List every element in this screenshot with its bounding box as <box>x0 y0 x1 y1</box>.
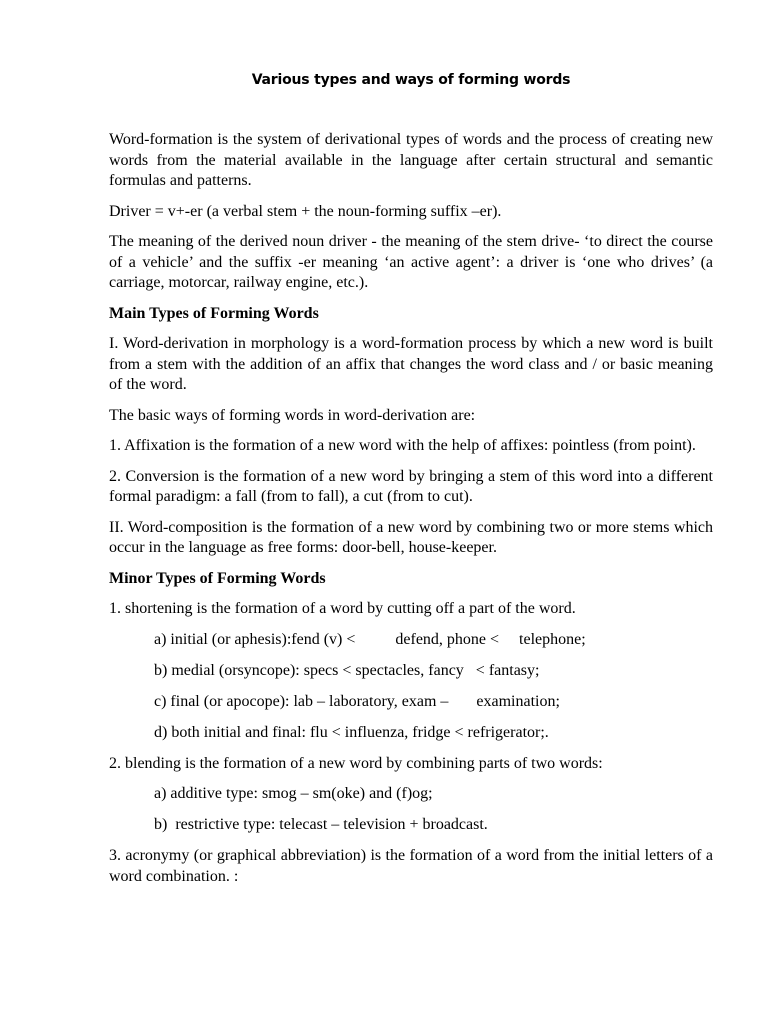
driver-formula-paragraph: Driver = v+-er (a verbal stem + the noun-forming suffix –er). <box>109 202 502 220</box>
document-body <box>109 130 713 897</box>
shortening-item-medial: b) medial (orsyncope): specs < spectacles, fancy < fantasy; <box>154 661 540 679</box>
blending-item-restrictive: b) restrictive type: telecast – television + broadcast. <box>154 816 488 833</box>
shortening-item-final: c) final (or apocope): lab – laboratory, exam – examination; <box>154 692 560 710</box>
derivation-paragraph: I. Word-derivation in morphology is a word-formation process by which a new word is built from a stem with the addition of an affix that changes the word class and / or basic meaning of the word. <box>109 335 713 393</box>
driver-meaning-paragraph: The meaning of the derived noun driver - the meaning of the stem drive- ‘to direct the course of a vehicle’ and the suffix -er meaning ‘an active agent’: a driver is ‘one who drives’ (a carriage, motorcar, railway engine, etc.). <box>109 233 713 291</box>
shortening-item-both: d) both initial and final: flu < influenza, fridge < refrigerator;. <box>154 723 549 741</box>
blending-paragraph: 2. blending is the formation of a new word by combining parts of two words: <box>109 754 603 772</box>
main-types-heading: Main Types of Forming Words <box>109 304 319 322</box>
composition-paragraph: II. Word-composition is the formation of a new word by combining two or more stems which occur in the language as free forms: door-bell, house-keeper. <box>109 518 713 556</box>
intro-paragraph: Word-formation is the system of derivational types of words and the process of creating new words from the material available in the language after certain structural and semantic formulas and patterns. <box>109 131 713 189</box>
basic-ways-paragraph: The basic ways of forming words in word-derivation are: <box>109 406 476 424</box>
minor-types-heading: Minor Types of Forming Words <box>109 569 326 587</box>
blending-item-additive: a) additive type: smog – sm(oke) and (f)og; <box>154 785 433 802</box>
affixation-paragraph: 1. Affixation is the formation of a new word with the help of affixes: pointless (from point). <box>109 437 696 454</box>
shortening-paragraph: 1. shortening is the formation of a word by cutting off a part of the word. <box>109 600 576 617</box>
acronymy-paragraph: 3. acronymy (or graphical abbreviation) is the formation of a word from the initial letters of a word combination. : <box>109 847 713 885</box>
document-title: Various types and ways of forming words <box>251 72 571 88</box>
conversion-paragraph: 2. Conversion is the formation of a new word by bringing a stem of this word into a different formal paradigm: a fall (from to fall), a cut (from to cut). <box>109 467 713 505</box>
shortening-item-initial: a) initial (or aphesis):fend (v) < defend, phone < telephone; <box>154 630 586 648</box>
